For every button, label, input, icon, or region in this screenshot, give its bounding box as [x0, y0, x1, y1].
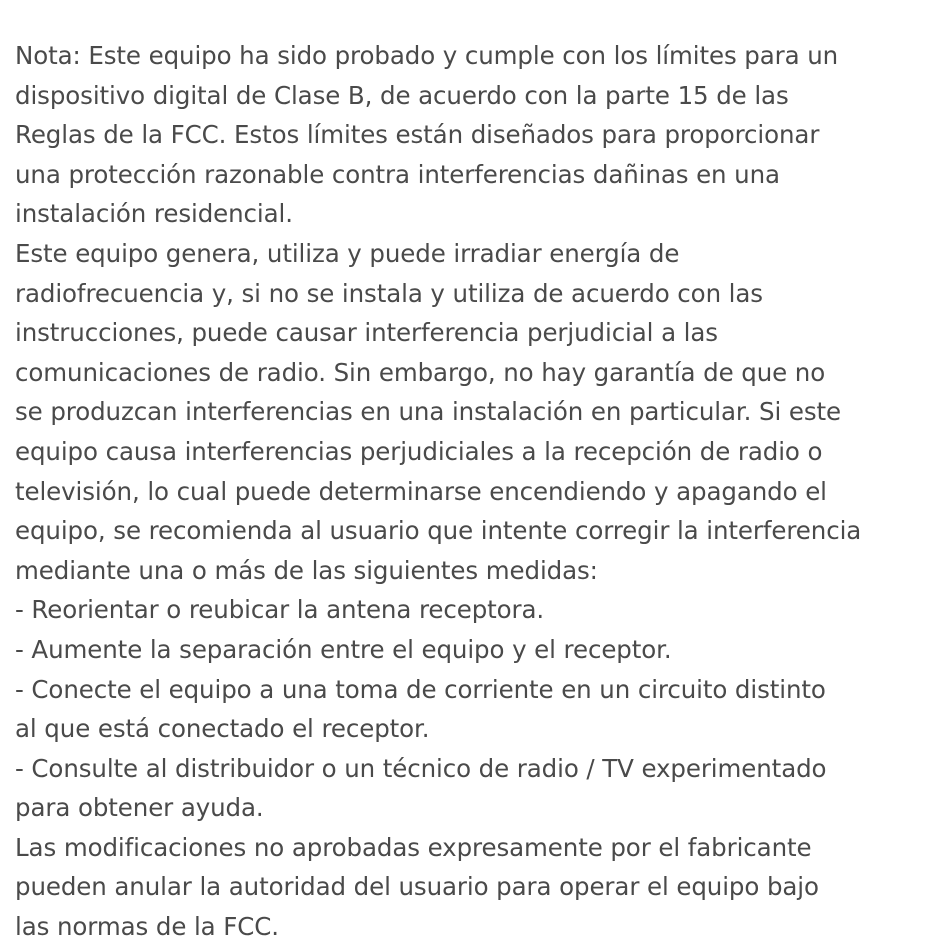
text-line: radiofrecuencia y, si no se instala y utiliza de acuerdo con las: [15, 278, 763, 308]
text-line: mediante una o más de las siguientes medidas:: [15, 555, 598, 585]
text-line: equipo causa interferencias perjudiciales a la recepción de radio o: [15, 436, 823, 466]
text-line: dispositivo digital de Clase B, de acuerdo con la parte 15 de las: [15, 80, 789, 110]
list-item: - Reorientar o reubicar la antena receptora.: [15, 595, 545, 625]
text-line: Las modificaciones no aprobadas expresamente por el fabricante: [15, 832, 812, 862]
text-line: para obtener ayuda.: [15, 793, 264, 823]
list-item: - Aumente la separación entre el equipo y el receptor.: [15, 634, 672, 664]
text-line: televisión, lo cual puede determinarse encendiendo y apagando el: [15, 476, 827, 506]
text-line: comunicaciones de radio. Sin embargo, no hay garantía de que no: [15, 357, 826, 387]
text-line: instalación residencial.: [15, 199, 293, 229]
text-line: instrucciones, puede causar interferencia perjudicial a las: [15, 318, 718, 348]
text-line: pueden anular la autoridad del usuario para operar el equipo bajo: [15, 872, 819, 902]
fcc-notice-text: [15, 36, 950, 947]
text-line: una protección razonable contra interferencias dañinas en una: [15, 159, 780, 189]
text-line: equipo, se recomienda al usuario que intente corregir la interferencia: [15, 516, 862, 546]
text-line: al que está conectado el receptor.: [15, 714, 430, 744]
text-line: Este equipo genera, utiliza y puede irradiar energía de: [15, 238, 680, 268]
list-item: - Conecte el equipo a una toma de corriente en un circuito distinto: [15, 674, 826, 704]
text-line: las normas de la FCC.: [15, 912, 279, 942]
text-line: Reglas de la FCC. Estos límites están diseñados para proporcionar: [15, 120, 820, 150]
list-item: - Consulte al distribuidor o un técnico de radio / TV experimentado: [15, 753, 827, 783]
text-line: se produzcan interferencias en una instalación en particular. Si este: [15, 397, 841, 427]
text-line: Nota: Este equipo ha sido probado y cumple con los límites para un: [15, 41, 839, 70]
